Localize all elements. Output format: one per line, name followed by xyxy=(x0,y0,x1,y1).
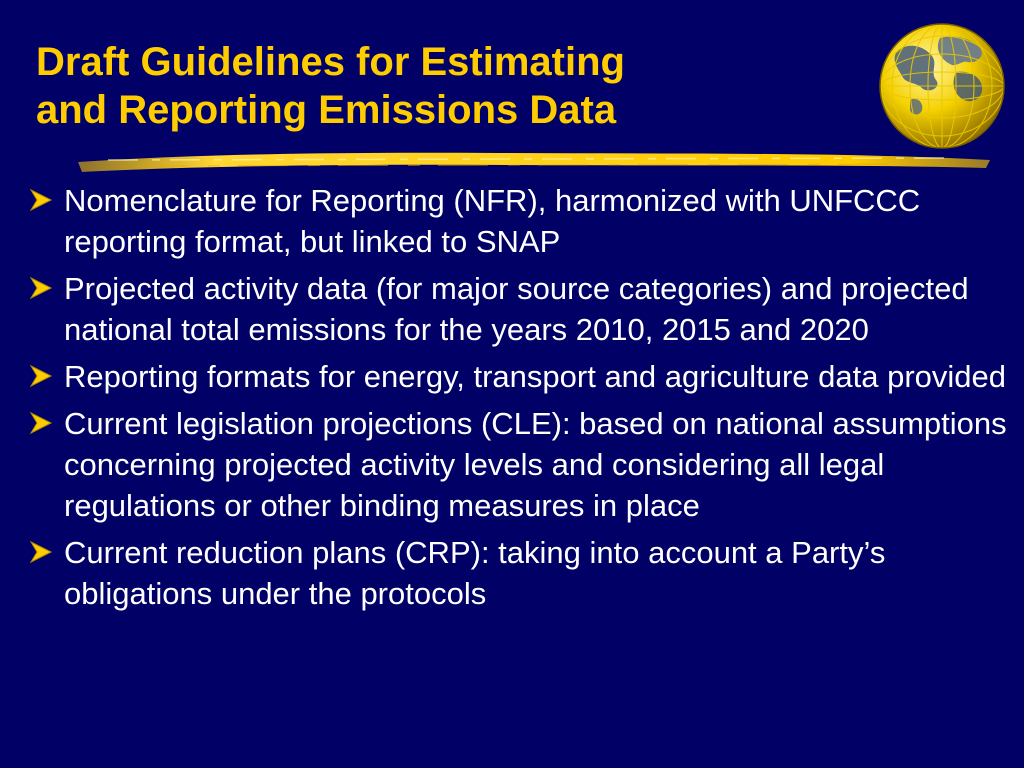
title-underline-brushstroke xyxy=(78,146,990,182)
title-line-1: Draft Guidelines for Estimating xyxy=(36,40,625,84)
bullet-item-cle xyxy=(28,403,1008,526)
arrowhead-bullet-icon xyxy=(28,268,64,308)
title-line-2: and Reporting Emissions Data xyxy=(36,88,617,132)
bullet-text: Current legislation projections (CLE): based on national assumptions concerning projected activity levels and considering all legal regulations or other binding measures in place xyxy=(64,406,1007,523)
bullet-list xyxy=(28,180,1008,620)
arrowhead-bullet-icon xyxy=(28,532,64,572)
bullet-text: Projected activity data (for major source categories) and projected national total emissions for the years 2010, 2015 and 2020 xyxy=(64,271,969,347)
bullet-text: Nomenclature for Reporting (NFR), harmonized with UNFCCC reporting format, but linked to SNAP xyxy=(64,183,921,259)
bullet-text: Reporting formats for energy, transport and agriculture data provided xyxy=(64,359,1006,394)
bullet-item-crp xyxy=(28,532,1008,614)
bullet-item-projected-activity xyxy=(28,268,1008,350)
arrowhead-bullet-icon xyxy=(28,356,64,396)
bullet-text: Current reduction plans (CRP): taking into account a Party’s obligations under the protocols xyxy=(64,535,886,611)
arrowhead-bullet-icon xyxy=(28,403,64,443)
slide-title xyxy=(36,38,856,134)
arrowhead-bullet-icon xyxy=(28,180,64,220)
bullet-item-reporting-formats xyxy=(28,356,1008,397)
bullet-item-nfr xyxy=(28,180,1008,262)
globe-icon xyxy=(876,20,1008,152)
